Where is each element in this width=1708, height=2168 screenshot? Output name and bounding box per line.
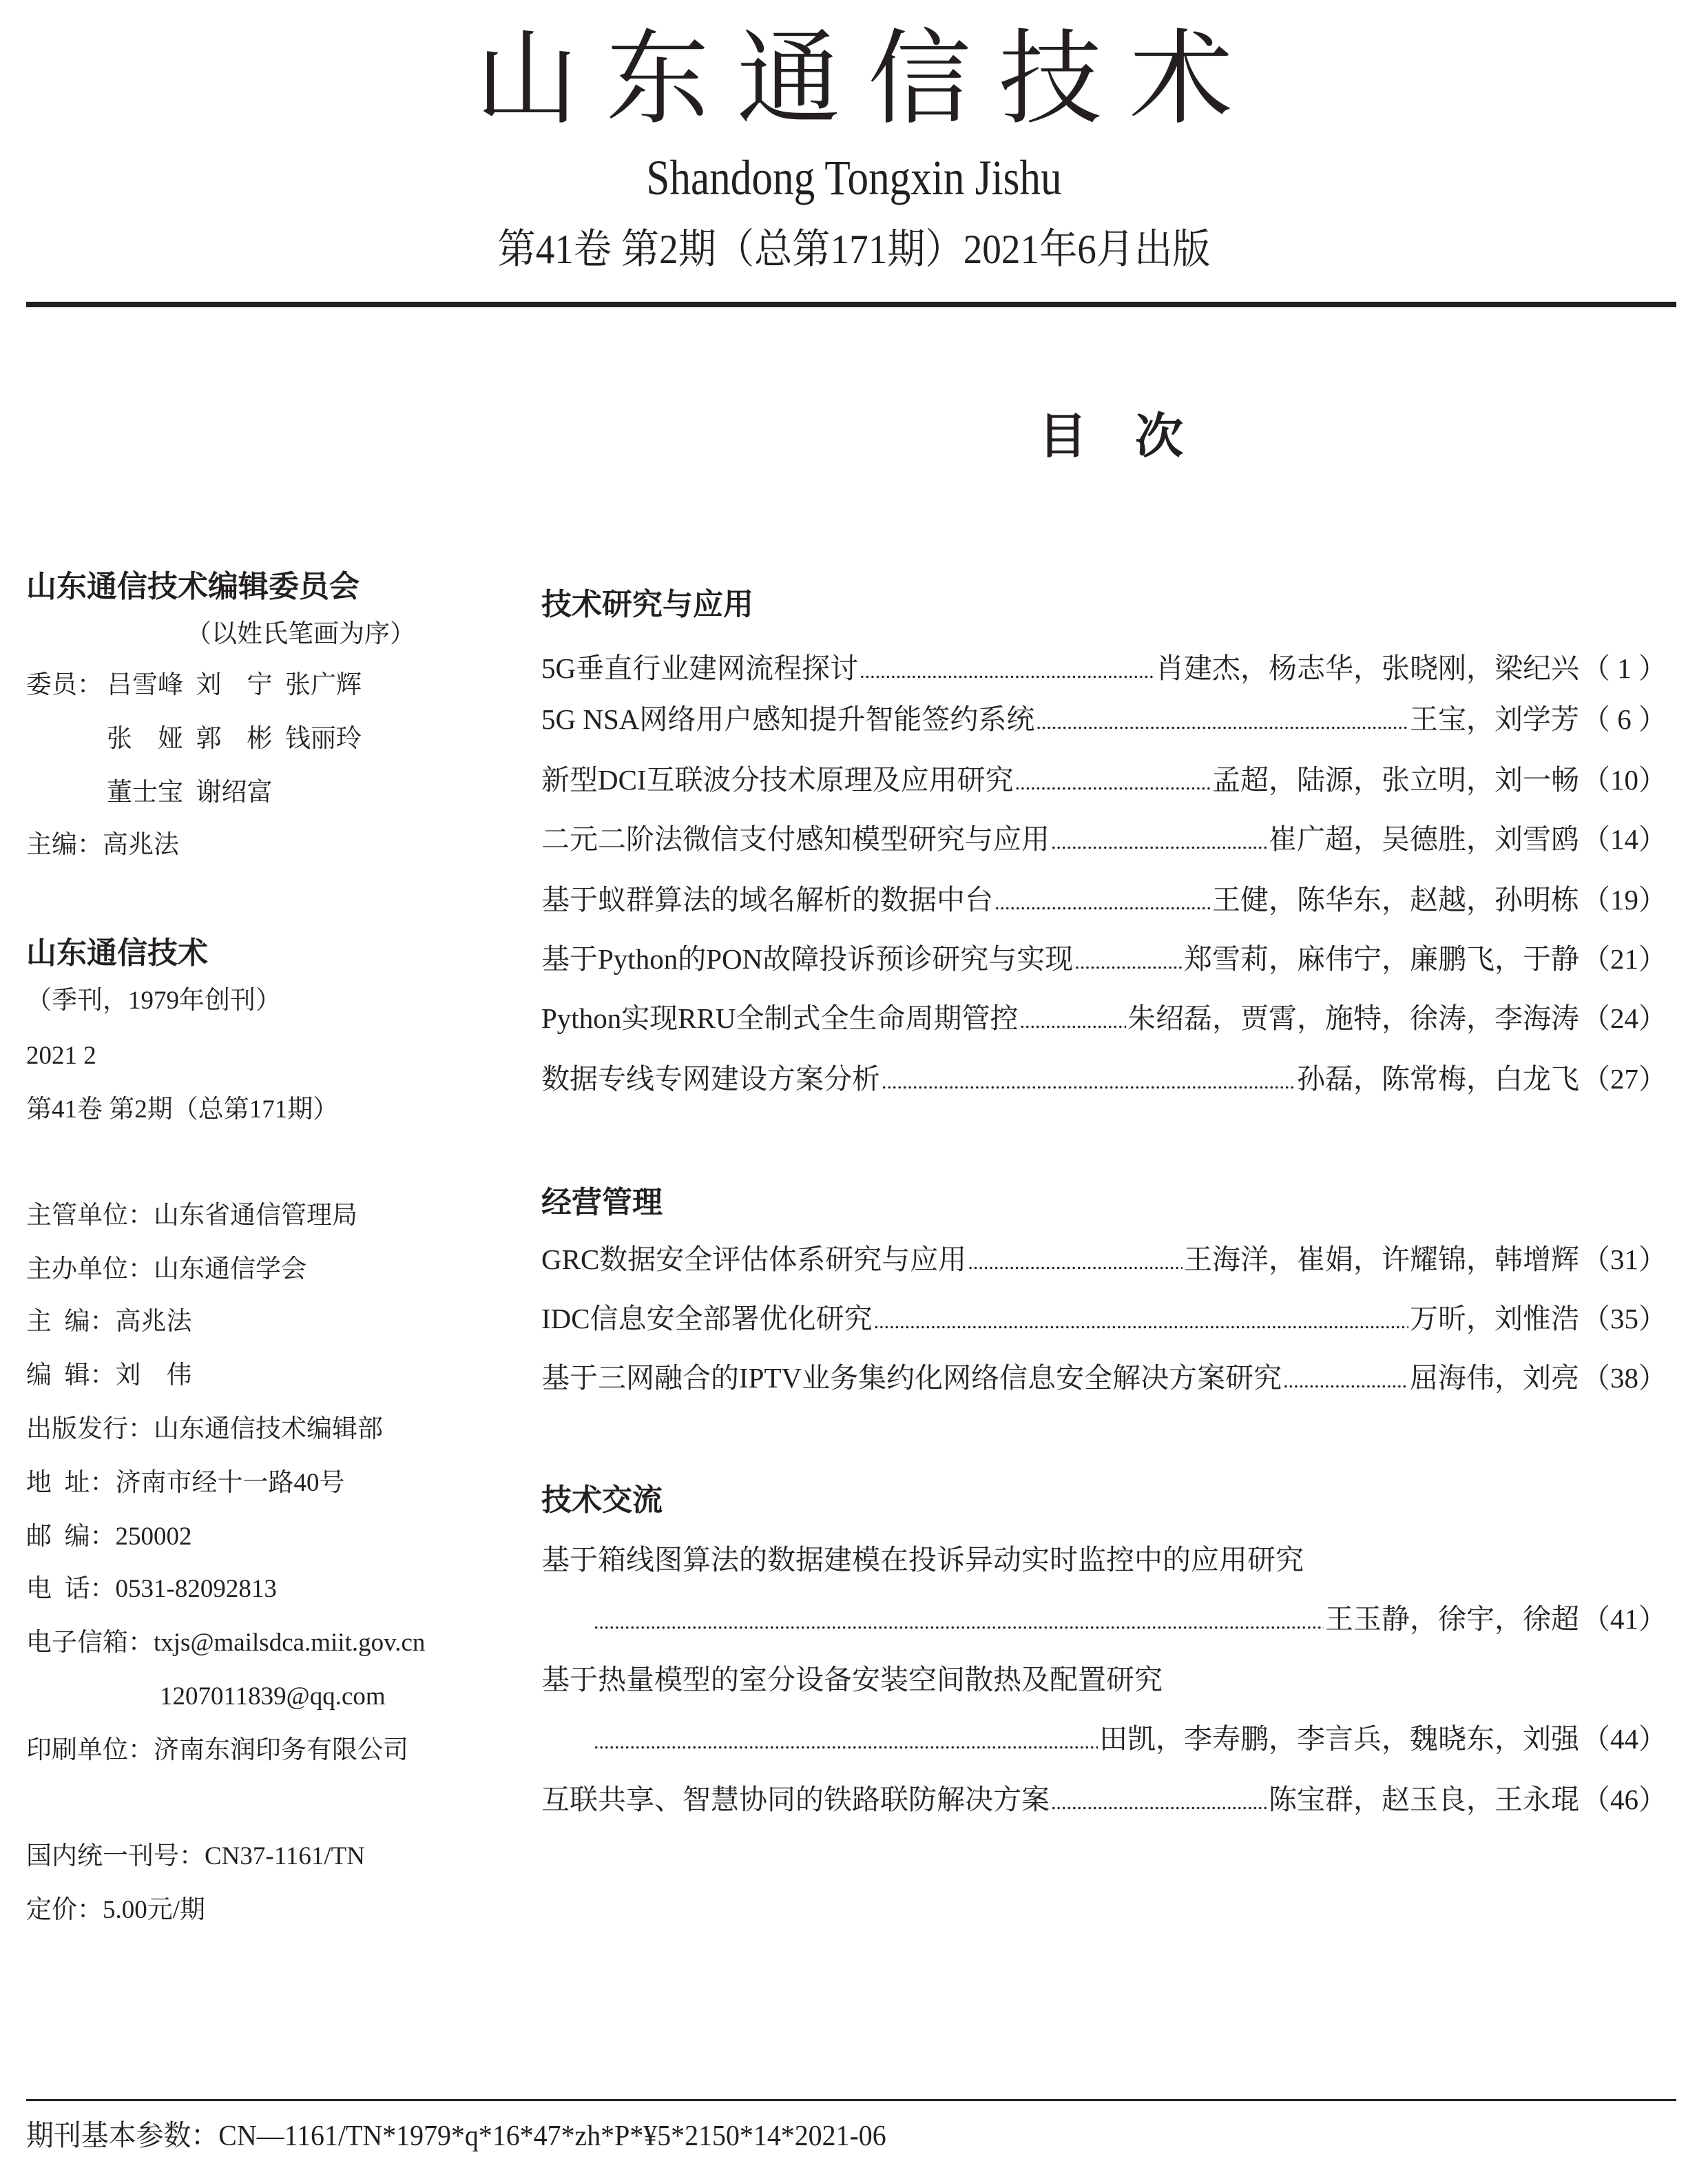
info-value: 济南市经十一路40号	[115, 1469, 345, 1497]
info-value: 0531-82092813	[115, 1575, 277, 1603]
dot-leader	[860, 661, 1154, 682]
journal-pinyin-title: Shandong Tongxin Jishu	[646, 150, 1062, 205]
toc-entry[interactable]	[541, 766, 1667, 794]
article-page: （46）	[1582, 1784, 1667, 1815]
toc-entry-continuation[interactable]	[592, 1725, 1667, 1753]
article-authors: 崔广超，吴德胜，刘雪鸥	[1269, 823, 1579, 855]
info-row-supervisor	[26, 1203, 357, 1228]
journal-title: 山东通信技术	[26, 936, 208, 971]
info-value: 山东省通信管理局	[154, 1201, 357, 1230]
info-row-publisher	[26, 1416, 383, 1442]
committee-note: （以姓氏笔画为序）	[186, 620, 415, 648]
dot-leader	[994, 893, 1211, 913]
article-title[interactable]: 5G NSA网络用户感知提升智能签约系统	[541, 703, 1035, 735]
article-authors: 孙磊，陈常梅，白龙飞	[1297, 1063, 1579, 1095]
article-page: （ 1 ）	[1582, 652, 1667, 684]
article-authors: 王玉静，徐宇，徐超	[1325, 1603, 1579, 1635]
info-row-email-2	[160, 1684, 386, 1709]
article-title[interactable]: 互联共享、智慧协同的铁路联防解决方案	[541, 1784, 1050, 1815]
info-row-address	[26, 1470, 345, 1496]
article-title[interactable]: 数据专线专网建设方案分析	[541, 1063, 880, 1095]
article-authors: 王海洋，崔娟，许耀锦，韩增辉	[1184, 1243, 1579, 1275]
section-title: 技术研究与应用	[541, 587, 753, 622]
article-authors: 王宝，刘学芳	[1410, 703, 1579, 735]
info-value: 250002	[115, 1522, 192, 1551]
info-label: 地 址：	[26, 1469, 116, 1497]
dot-leader	[874, 1312, 1408, 1332]
article-title[interactable]: 基于Python的PON故障投诉预诊研究与实现	[541, 943, 1074, 975]
article-authors: 万昕，刘惟浩	[1410, 1303, 1579, 1334]
article-page: （35）	[1582, 1303, 1667, 1334]
members-row: 董士宝 谢绍富	[107, 778, 273, 807]
toc-entry[interactable]	[541, 1243, 1667, 1275]
toc-entry[interactable]	[541, 1004, 1667, 1033]
dot-leader	[1036, 712, 1408, 733]
article-page: （19）	[1582, 884, 1667, 916]
volume-line: 第41卷 第2期（总第171期）	[26, 1095, 339, 1124]
journal-note: （季刊，1979年创刊）	[26, 987, 281, 1015]
info-label: 编 辑：	[26, 1361, 116, 1390]
journal-parameters: 期刊基本参数：CN—1161/TN*1979*q*16*47*zh*P*¥5*2150*14*2021-06	[26, 2120, 886, 2152]
info-label: 邮 编：	[26, 1522, 116, 1551]
article-page: （44）	[1582, 1723, 1667, 1755]
toc-entry[interactable]	[541, 1305, 1667, 1333]
article-authors: 肖建杰，杨志华，张晓刚，梁纪兴	[1156, 652, 1579, 684]
dot-leader	[882, 1072, 1295, 1093]
dot-leader	[1051, 1793, 1267, 1813]
article-title[interactable]: 二元二阶法微信支付感知模型研究与应用	[541, 823, 1050, 855]
article-page: （27）	[1582, 1063, 1667, 1095]
article-title[interactable]: 5G垂直行业建网流程探讨	[541, 652, 859, 684]
article-authors: 屈海伟，刘亮	[1410, 1362, 1579, 1394]
toc-entry-continuation[interactable]	[592, 1605, 1667, 1633]
members-row: 吕雪峰 刘 宁 张广辉	[107, 671, 362, 699]
info-row-postcode	[26, 1524, 192, 1549]
members-label: 委员：	[26, 671, 103, 699]
committee-title: 山东通信技术编辑委员会	[26, 569, 360, 604]
dot-leader	[1051, 832, 1267, 853]
toc-entry[interactable]	[541, 945, 1667, 973]
info-row-phone	[26, 1576, 277, 1602]
members-row: 张 娅 郭 彬 钱丽玲	[107, 725, 362, 753]
info-row-chief-editor	[26, 1309, 192, 1334]
info-row-printer	[26, 1737, 408, 1763]
chief-editor-line: 主编：高兆法	[26, 831, 179, 859]
dot-leader	[1015, 773, 1211, 794]
info-row-sponsor	[26, 1257, 306, 1282]
journal-masthead-title: 山东通信技术	[475, 19, 1260, 139]
article-authors: 陈宝群，赵玉良，王永琨	[1269, 1784, 1579, 1815]
dot-leader	[968, 1252, 1183, 1273]
info-row-email	[26, 1630, 425, 1655]
price: 定价：5.00元/期	[26, 1896, 206, 1924]
issue-info: 第41卷 第2期（总第171期）2021年6月出版	[497, 227, 1211, 272]
article-title[interactable]: 基于箱线图算法的数据建模在投诉异动实时监控中的应用研究	[541, 1544, 1304, 1576]
info-label: 电 话：	[26, 1575, 116, 1603]
dot-leader	[1020, 1011, 1127, 1032]
footer-divider	[26, 2099, 1676, 2101]
info-label: 印刷单位：	[26, 1736, 154, 1764]
article-authors: 孟超，陆源，张立明，刘一畅	[1212, 764, 1579, 796]
dot-leader	[594, 1732, 1098, 1753]
article-title[interactable]: 新型DCI互联波分技术原理及应用研究	[541, 764, 1014, 796]
toc-heading: 目次	[1039, 408, 1231, 464]
article-title[interactable]: Python实现RRU全制式全生命周期管控	[541, 1002, 1019, 1034]
article-page: （31）	[1582, 1243, 1667, 1275]
article-authors: 王健，陈华东，赵越，孙明栋	[1212, 884, 1579, 916]
email-link[interactable]: 1207011839@qq.com	[160, 1682, 386, 1711]
dot-leader	[1283, 1371, 1408, 1392]
info-label: 主管单位：	[26, 1201, 154, 1230]
article-page: （21）	[1582, 943, 1667, 975]
dot-leader	[1074, 952, 1183, 973]
article-page: （41）	[1582, 1603, 1667, 1635]
info-value: 高兆法	[115, 1308, 192, 1336]
article-authors: 田凯，李寿鹏，李言兵，魏晓东，刘强	[1099, 1723, 1579, 1755]
info-row-editor	[26, 1363, 192, 1388]
article-page: （10）	[1582, 764, 1667, 796]
article-title[interactable]: GRC数据安全评估体系研究与应用	[541, 1243, 967, 1275]
year-issue: 2021 2	[26, 1042, 96, 1070]
toc-entry[interactable]	[541, 1065, 1667, 1093]
cn-number: 国内统一刊号：CN37-1161/TN	[26, 1842, 365, 1870]
article-page: （ 6 ）	[1582, 703, 1667, 735]
section-title: 技术交流	[541, 1483, 663, 1518]
info-value: 山东通信学会	[154, 1255, 306, 1283]
article-authors: 朱绍磊，贾霄，施特，徐涛，李海涛	[1127, 1002, 1579, 1034]
info-label: 出版发行：	[26, 1415, 154, 1443]
toc-entry[interactable]	[541, 825, 1667, 854]
article-title[interactable]: 基于三网融合的IPTV业务集约化网络信息安全解决方案研究	[541, 1362, 1282, 1394]
toc-entry[interactable]	[541, 886, 1667, 914]
toc-entry[interactable]	[541, 1786, 1667, 1814]
info-label: 电子信箱：	[26, 1629, 154, 1657]
info-label: 主 编：	[26, 1308, 116, 1336]
section-title: 经营管理	[541, 1185, 663, 1220]
masthead-divider	[26, 302, 1676, 307]
info-value: 刘 伟	[115, 1361, 192, 1390]
info-value: 济南东润印务有限公司	[154, 1736, 408, 1764]
article-page: （38）	[1582, 1362, 1667, 1394]
info-value: 山东通信技术编辑部	[154, 1415, 383, 1443]
email-link[interactable]: txjs@mailsdca.miit.gov.cn	[154, 1629, 426, 1657]
toc-entry[interactable]	[541, 1364, 1667, 1392]
article-page: （14）	[1582, 823, 1667, 855]
article-authors: 郑雪莉，麻伟宁，廉鹏飞，于静	[1184, 943, 1579, 975]
article-title[interactable]: 基于蚁群算法的域名解析的数据中台	[541, 884, 993, 916]
dot-leader	[594, 1612, 1324, 1633]
article-title[interactable]: 基于热量模型的室分设备安装空间散热及配置研究	[541, 1664, 1163, 1695]
toc-entry[interactable]	[541, 705, 1667, 734]
article-title[interactable]: IDC信息安全部署优化研究	[541, 1303, 873, 1334]
info-label: 主办单位：	[26, 1255, 154, 1283]
toc-entry[interactable]	[541, 654, 1667, 683]
article-page: （24）	[1582, 1002, 1667, 1034]
